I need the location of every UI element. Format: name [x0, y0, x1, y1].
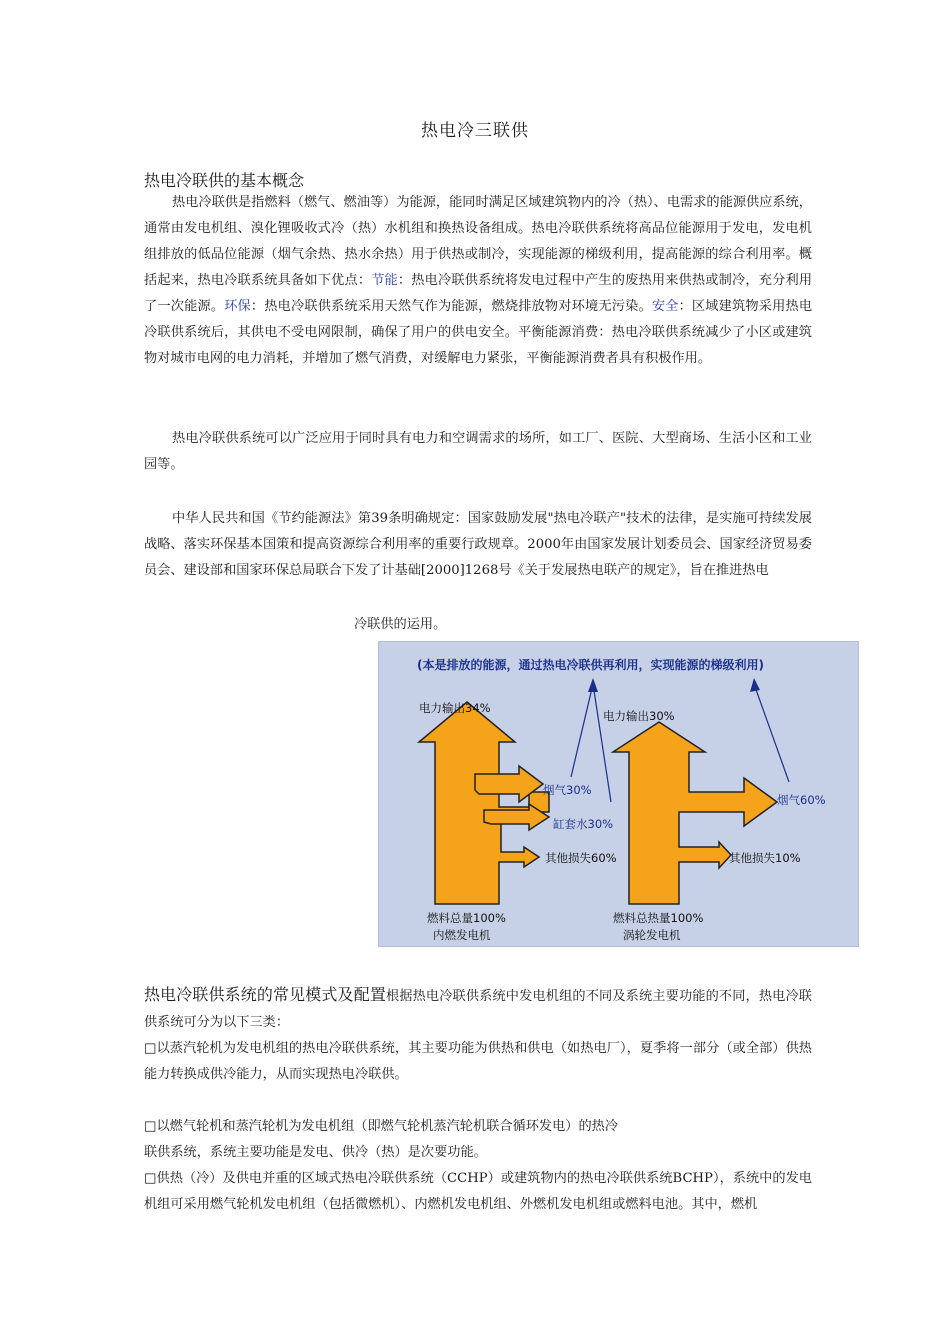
right-fuel-label: 燃料总热量100% [613, 911, 704, 925]
mode-item-combined-cycle-line2: 联供系统，系统主要功能是发电、供冷（热）是次要功能。 [144, 1145, 487, 1160]
right-flue-label: 烟气60% [777, 793, 826, 807]
paragraph-concept [144, 190, 812, 372]
paragraph-law: 中华人民共和国《节约能源法》第39条明确规定：国家鼓励发展"热电冷联产"技术的法律，是实施可持续发展战略、落实环保基本国策和提高资源综合利用率的重要行政规章。2000年由国家发展计划委员会、国家经济贸易委员会、建设部和国家环保总局联合下发了计基础[2000]1268号《关于发展热电联产的规定》，旨在推进热电 [144, 511, 812, 578]
right-engine-label: 涡轮发电机 [623, 928, 681, 942]
mode-item-combined-cycle-line1: □以燃气轮机和蒸汽轮机为发电机组（即燃气轮机蒸汽轮机联合循环发电）的热冷 [144, 1119, 619, 1134]
right-power-label: 电力输出30% [603, 709, 675, 723]
left-fuel-label: 燃料总量100% [427, 911, 506, 925]
right-main-arrow [613, 722, 777, 904]
concept-text: 热电冷联供是指燃料（燃气、燃油等）为能源，能同时满足区域建筑物内的冷（热）、电需求的能源供应系统，通常由发电机组、溴化锂吸收式冷（热）水机组和换热设备组成。热电冷联供系统将高品位能源用于发电，发电机组排放的低品位能源（烟气余热、热水余热）用于供热或制冷，实现能源的梯级利用，提高能源的综合利用率。概括起来，热电冷联系统具备如下优点： [144, 195, 812, 288]
left-loss-label: 其他损失60% [545, 851, 617, 865]
document-title: 热电冷三联供 [421, 121, 529, 141]
diagram-note: (本是排放的能源，通过热电冷联供再利用，实现能源的梯级利用) [417, 658, 764, 672]
advantage-text-environment: ：热电冷联供系统采用天然气作为能源，燃烧排放物对环境无污染。 [250, 299, 652, 314]
left-engine-label: 内燃发电机 [433, 928, 491, 942]
energy-flow-diagram [378, 641, 859, 947]
modes-intro: 根据热电冷联供系统中发电机组的不同及系统主要功能的不同，热电冷联供系统可分为以下三类： [144, 989, 812, 1030]
mode-item-cchp: □供热（冷）及供电并重的区域式热电冷联供系统（CCHP）或建筑物内的热电冷联供系统BCHP），系统中的发电机组可采用燃气轮机发电机组（包括微燃机）、内燃机发电机组、外燃机发电机组或燃料电池。其中，燃机 [144, 1171, 812, 1212]
right-flow-arrows [613, 722, 777, 904]
mode-item-steam-turbine: □以蒸汽轮机为发电机组的热电冷联供系统，其主要功能为供热和供电（如热电厂），夏季将一部分（或全部）供热能力转换成供冷能力，从而实现热电冷联供。 [144, 1041, 812, 1082]
left-flow-arrows [419, 702, 549, 904]
advantage-text-energy: ：热电冷联供系统将发电过程中产生的废热用来供热或制冷，充分利用了一次能源。 [144, 273, 813, 314]
advantage-text-safety: ：区域建筑物采用热电冷联供系统后，其供电不受电网限制，确保了用户的供电安全。平衡能源消费：热电冷联供系统减少了小区或建筑物对城市电网的电力消耗，并增加了燃气消费，对缓解电力紧张，平衡能源消费者具有积极作用。 [144, 299, 813, 366]
left-main-arrow [419, 702, 549, 904]
advantage-label-energy: 节能 [371, 273, 398, 288]
section-heading-modes: 热电冷联供系统的常见模式及配置 [144, 985, 386, 1004]
left-power-label: 电力输出34% [419, 701, 491, 715]
advantage-label-environment: 环保 [224, 299, 251, 314]
advantage-label-safety: 安全 [651, 299, 679, 314]
paragraph-applications: 热电冷联供系统可以广泛应用于同时具有电力和空调需求的场所，如工厂、医院、大型商场、生活小区和工业园等。 [144, 431, 812, 472]
paragraph-law-tail: 冷联供的运用。 [354, 617, 447, 632]
section-heading-basic-concept: 热电冷联供的基本概念 [144, 171, 305, 190]
recovery-pointer-heads [588, 678, 760, 692]
right-loss-label: 其他损失10% [729, 851, 801, 865]
left-jacket-label: 缸套水30% [553, 817, 614, 831]
left-flue-label: 烟气30% [543, 783, 592, 797]
paragraph-modes [144, 982, 812, 1036]
